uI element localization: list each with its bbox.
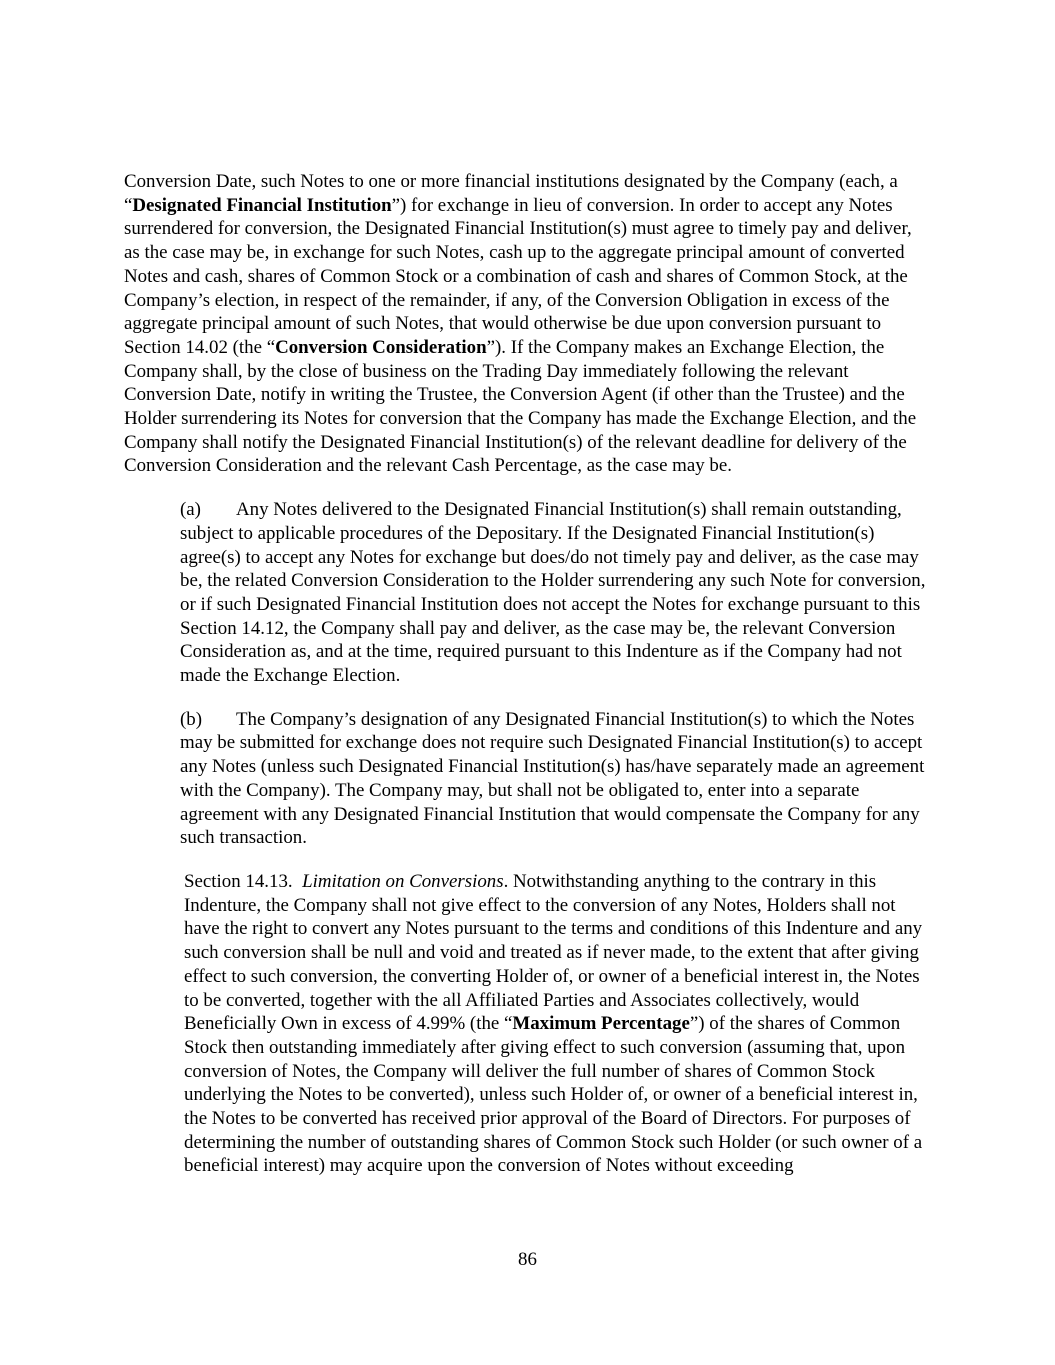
paragraph-label-a: (a) xyxy=(180,499,201,521)
paragraph-a xyxy=(124,498,931,688)
paragraph-label-b: (b) xyxy=(180,708,203,730)
paragraph-text: . Notwithstanding anything to the contrary in this Indenture, the Company shall not give effect to the conversion of any Notes, Holders shall not have the right to convert any Notes pursuant to the terms and conditions of this Indenture and any such conversion shall be null and void and treated as if never made, to the extent that after giving effect to such conversion, the converting Holder of, or owner of a beneficial interest in, the Notes to be converted, together with the all Affiliated Parties and Associates collectively, would Beneficially Own in excess of 4.99% (the “ xyxy=(184,870,923,1035)
paragraph-text: ”) of the shares of Common Stock then outstanding immediately after giving effect to such conversion (assuming that, upon conversion of Notes, the Company will deliver the full number of shares of Common Stock underlying the Notes to be converted), unless such Holder of, or owner of a beneficial interest in, the Notes to be converted has received prior approval of the Board of Directors. For purposes of determining the number of outstanding shares of Common Stock such Holder (or such owner of a beneficial interest) may acquire upon the conversion of Notes without exceeding xyxy=(184,1013,923,1177)
section-number: Section 14.13. xyxy=(184,870,293,892)
defined-term-conversion-consideration: Conversion Consideration xyxy=(275,336,487,358)
paragraph-text: ”). If the Company makes an Exchange Election, the Company shall, by the close of business on the Trading Day immediately following the relevant Conversion Date, notify in writing the Trustee, the Conversion Agent (if other than the Trustee) and the Holder surrendering its Notes for conversion that the Company has made the Exchange Election, and the Company shall notify the Designated Financial Institution(s) of the relevant deadline for delivery of the Conversion Consideration and the relevant Cash Percentage, as the case may be. xyxy=(124,336,917,477)
defined-term-maximum-percentage: Maximum Percentage xyxy=(512,1013,690,1035)
paragraph-text: ”) for exchange in lieu of conversion. In order to accept any Notes surrendered for conversion, the Designated Financial Institution(s) must agree to timely pay and deliver, as the case may be, in exchange for such Notes, cash up to the aggregate principal amount of converted Notes and cash, shares of Common Stock or a combination of cash and shares of Common Stock, at the Company’s election, in respect of the remainder, if any, of the Conversion Obligation in excess of the aggregate principal amount of such Notes, that would otherwise be due upon conversion pursuant to Section 14.02 (the “ xyxy=(124,194,912,358)
paragraph-b xyxy=(124,708,931,850)
page-number: 86 xyxy=(518,1249,537,1270)
section-title: Limitation on Conversions xyxy=(302,870,504,892)
document-body xyxy=(124,170,931,1178)
paragraph-text: Any Notes delivered to the Designated Financial Institution(s) shall remain outstanding, subject to applicable procedures of the Depositary. If the Designated Financial Institution(s) agree(s) to accept any Notes for exchange but does/do not timely pay and deliver, as the case may be, the related Conversion Consideration to the Holder surrendering any such Note for conversion, or if such Designated Financial Institution does not accept the Notes for exchange pursuant to this Section 14.12, the Company shall pay and deliver, as the case may be, the relevant Conversion Consideration as, and at the time, required pursuant to this Indenture as if the Company had not made the Exchange Election. xyxy=(180,499,926,687)
section-14-13 xyxy=(124,870,931,1178)
defined-term-designated-financial-institution: Designated Financial Institution xyxy=(132,194,392,216)
paragraph-text: The Company’s designation of any Designated Financial Institution(s) to which the Notes may be submitted for exchange does not require such Designated Financial Institution(s) to accept any Notes (unless such Designated Financial Institution(s) has/have separately made an agreement with the Company). The Company may, but shall not be obligated to, enter into a separate agreement with any Designated Financial Institution that would compensate the Company for any such transaction. xyxy=(180,708,925,849)
paragraph-text: Conversion Date, such Notes to one or more financial institutions designated by the Company (each, a “ xyxy=(124,171,898,216)
paragraph-exchange-election xyxy=(124,170,931,478)
